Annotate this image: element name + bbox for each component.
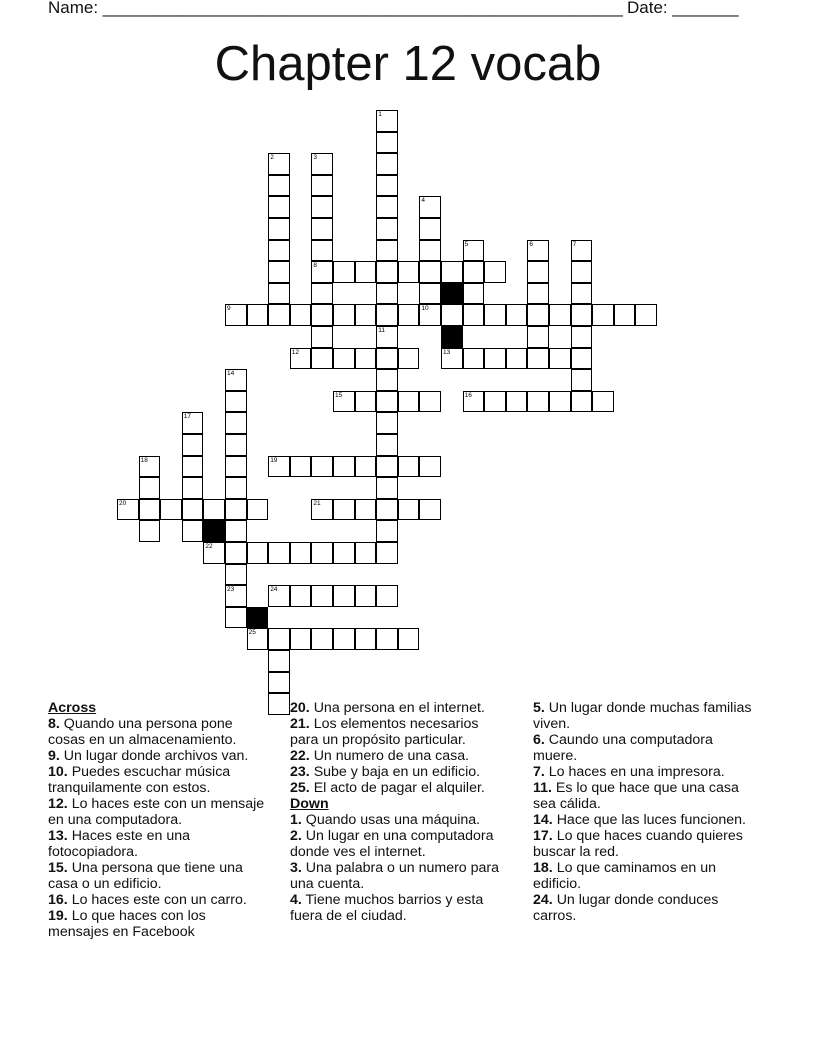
grid-cell[interactable]: [355, 348, 377, 370]
cell-number: 4: [421, 197, 426, 205]
cell-number: 10: [421, 305, 429, 313]
grid-cell[interactable]: [333, 304, 355, 326]
grid-cell[interactable]: [419, 304, 441, 326]
cell-number: 2: [270, 154, 274, 162]
grid-cell[interactable]: [355, 261, 377, 283]
cell-number: 17: [183, 413, 192, 421]
grid-cell[interactable]: [333, 585, 355, 607]
grid-cell[interactable]: [268, 283, 290, 305]
cell-number: 5: [464, 240, 469, 248]
grid-cell[interactable]: [355, 304, 377, 326]
clue-down-24: 24. Un lugar donde conduces carros.: [533, 892, 719, 924]
grid-cell[interactable]: [376, 456, 398, 478]
grid-cell[interactable]: [268, 196, 290, 218]
grid-cell[interactable]: [311, 628, 333, 650]
clue-down-11: 11. Es lo que hace que una casa sea cálida.: [533, 780, 739, 812]
clue-down-4: 4. Tiene muchos barrios y esta fuera de el ciudad.: [290, 892, 484, 924]
grid-cell[interactable]: [355, 456, 377, 478]
across-heading: Across: [48, 700, 97, 716]
grid-cell[interactable]: [398, 499, 420, 521]
grid-cell[interactable]: [268, 672, 290, 694]
grid-cell[interactable]: [376, 542, 398, 564]
grid-cell[interactable]: [419, 391, 441, 413]
cell-number: 25: [248, 629, 256, 637]
grid-cell[interactable]: [311, 542, 333, 564]
grid-cell[interactable]: [268, 628, 290, 650]
grid-cell[interactable]: [376, 499, 398, 521]
grid-cell[interactable]: [376, 240, 398, 262]
grid-cell[interactable]: [333, 348, 355, 370]
grid-cell[interactable]: [376, 520, 398, 542]
grid-cell[interactable]: [225, 434, 247, 456]
grid-cell[interactable]: [571, 240, 593, 262]
grid-cell[interactable]: [376, 369, 398, 391]
grid-cell[interactable]: [225, 304, 247, 326]
clue-down-14: 14. Hace que las luces funcionen.: [533, 812, 746, 828]
grid-cell[interactable]: [225, 456, 247, 478]
grid-cell[interactable]: [311, 283, 333, 305]
grid-block: [441, 326, 463, 348]
grid-cell[interactable]: [592, 304, 614, 326]
grid-cell[interactable]: [139, 477, 161, 499]
grid-cell[interactable]: [160, 499, 182, 521]
grid-cell[interactable]: [527, 283, 549, 305]
grid-cell[interactable]: [355, 628, 377, 650]
grid-cell[interactable]: [592, 391, 614, 413]
grid-cell[interactable]: [182, 412, 204, 434]
grid-cell[interactable]: [268, 585, 290, 607]
grid-cell[interactable]: [419, 456, 441, 478]
clue-down-17: 17. Lo que haces cuando quieres buscar la red.: [533, 828, 743, 860]
grid-cell[interactable]: [376, 110, 398, 132]
grid-cell[interactable]: [225, 520, 247, 542]
grid-cell[interactable]: [225, 564, 247, 586]
cell-number: 15: [335, 391, 343, 399]
clue-across-22: 22. Un numero de una casa.: [290, 748, 470, 764]
grid-cell[interactable]: [376, 628, 398, 650]
grid-cell[interactable]: [398, 304, 420, 326]
grid-cell[interactable]: [333, 499, 355, 521]
cell-number: 7: [572, 240, 577, 248]
cell-number: 21: [313, 499, 321, 507]
clue-down-2: 2. Un lugar en una computadora donde ves el internet.: [290, 828, 494, 860]
grid-cell[interactable]: [527, 304, 549, 326]
grid-cell[interactable]: [182, 456, 204, 478]
grid-cell[interactable]: [571, 391, 593, 413]
cell-number: 19: [270, 456, 278, 464]
grid-cell[interactable]: [376, 412, 398, 434]
cell-number: 14: [227, 370, 235, 378]
grid-cell[interactable]: [506, 391, 528, 413]
grid-cell[interactable]: [506, 304, 528, 326]
grid-cell[interactable]: [290, 304, 312, 326]
grid-cell[interactable]: [527, 261, 549, 283]
grid-cell[interactable]: [571, 304, 593, 326]
grid-cell[interactable]: [268, 304, 290, 326]
date-field[interactable]: Date: _______: [627, 0, 739, 17]
clues-column-2: [290, 700, 510, 924]
grid-cell[interactable]: [311, 218, 333, 240]
grid-cell[interactable]: [333, 391, 355, 413]
grid-cell[interactable]: [311, 585, 333, 607]
grid-cell[interactable]: [376, 477, 398, 499]
grid-cell[interactable]: [376, 196, 398, 218]
grid-cell[interactable]: [463, 391, 485, 413]
grid-cell[interactable]: [311, 456, 333, 478]
grid-cell[interactable]: [398, 348, 420, 370]
grid-cell[interactable]: [182, 499, 204, 521]
grid-cell[interactable]: [527, 326, 549, 348]
grid-cell[interactable]: [203, 499, 225, 521]
grid-cell[interactable]: [463, 348, 485, 370]
cell-number: 24: [270, 586, 278, 594]
grid-cell[interactable]: [268, 456, 290, 478]
grid-cell[interactable]: [419, 196, 441, 218]
clue-down-6: 6. Caundo una computadora muere.: [533, 732, 713, 764]
grid-cell[interactable]: [441, 348, 463, 370]
cell-number: 23: [227, 586, 235, 594]
grid-cell[interactable]: [419, 261, 441, 283]
grid-cell[interactable]: [247, 499, 269, 521]
clue-across-25: 25. El acto de pagar el alquiler.: [290, 780, 485, 796]
cell-number: 18: [140, 456, 148, 464]
clue-down-18: 18. Lo que caminamos en un edificio.: [533, 860, 717, 892]
grid-cell[interactable]: [247, 542, 269, 564]
grid-cell[interactable]: [225, 585, 247, 607]
grid-cell[interactable]: [311, 304, 333, 326]
grid-cell[interactable]: [376, 261, 398, 283]
grid-cell[interactable]: [376, 304, 398, 326]
cell-number: 8: [313, 262, 318, 270]
grid-cell[interactable]: [182, 434, 204, 456]
grid-cell[interactable]: [225, 499, 247, 521]
cell-number: 13: [443, 348, 451, 356]
grid-block: [247, 607, 269, 629]
grid-cell[interactable]: [549, 391, 571, 413]
clue-across-21: 21. Los elementos necesarios para un propósito particular.: [290, 716, 479, 748]
grid-cell[interactable]: [614, 304, 636, 326]
grid-cell[interactable]: [376, 391, 398, 413]
grid-cell[interactable]: [333, 456, 355, 478]
grid-cell[interactable]: [376, 348, 398, 370]
cell-number: 9: [227, 305, 231, 313]
grid-cell[interactable]: [268, 240, 290, 262]
grid-block: [441, 283, 463, 305]
grid-cell[interactable]: [484, 348, 506, 370]
grid-cell[interactable]: [376, 132, 398, 154]
grid-cell[interactable]: [398, 261, 420, 283]
clue-across-13: 13. Haces este en una fotocopiadora.: [48, 828, 190, 860]
grid-cell[interactable]: [333, 261, 355, 283]
grid-cell[interactable]: [268, 218, 290, 240]
grid-cell[interactable]: [311, 326, 333, 348]
grid-cell[interactable]: [376, 585, 398, 607]
grid-cell[interactable]: [311, 240, 333, 262]
grid-cell[interactable]: [376, 434, 398, 456]
grid-cell[interactable]: [376, 283, 398, 305]
grid-cell[interactable]: [376, 218, 398, 240]
grid-cell[interactable]: [506, 348, 528, 370]
cell-number: 16: [464, 391, 472, 399]
grid-cell[interactable]: [139, 499, 161, 521]
grid-cell[interactable]: [549, 348, 571, 370]
grid-cell[interactable]: [484, 304, 506, 326]
down-heading: Down: [290, 796, 329, 812]
clues-column-3: [533, 700, 758, 924]
grid-cell[interactable]: [355, 499, 377, 521]
clue-down-1: 1. Quando usas una máquina.: [290, 812, 481, 828]
grid-cell[interactable]: [527, 240, 549, 262]
grid-cell[interactable]: [376, 153, 398, 175]
grid-cell[interactable]: [463, 261, 485, 283]
grid-cell[interactable]: [441, 304, 463, 326]
grid-cell[interactable]: [225, 477, 247, 499]
cell-number: 20: [119, 499, 127, 507]
grid-cell[interactable]: [139, 520, 161, 542]
grid-cell[interactable]: [311, 175, 333, 197]
grid-cell[interactable]: [376, 175, 398, 197]
grid-cell[interactable]: [571, 283, 593, 305]
grid-cell[interactable]: [398, 628, 420, 650]
clue-across-12: 12. Lo haces este con un mensaje en una computadora.: [48, 796, 265, 828]
cell-number: 22: [205, 543, 213, 550]
clue-across-19: 19. Lo que haces con los mensajes en Facebook: [48, 908, 206, 940]
grid-cell[interactable]: [311, 196, 333, 218]
grid-cell[interactable]: [571, 261, 593, 283]
cell-number: 11: [378, 327, 385, 334]
grid-cell[interactable]: [333, 628, 355, 650]
page-title: Chapter 12 vocab: [214, 37, 602, 91]
cell-number: 1: [378, 111, 382, 118]
grid-cell[interactable]: [527, 391, 549, 413]
clue-across-23: 23. Sube y baja en un edificio.: [290, 764, 481, 780]
grid-cell[interactable]: [635, 304, 657, 326]
grid-cell[interactable]: [355, 542, 377, 564]
grid-cell[interactable]: [268, 261, 290, 283]
grid-cell[interactable]: [225, 391, 247, 413]
clue-down-5: 5. Un lugar donde muchas familias viven.: [533, 700, 752, 732]
grid-cell[interactable]: [225, 607, 247, 629]
name-field[interactable]: Name: _______________________________________________________: [48, 0, 623, 17]
grid-cell[interactable]: [549, 304, 571, 326]
cell-number: 12: [291, 348, 300, 356]
grid-cell[interactable]: [571, 348, 593, 370]
cell-number: 3: [313, 154, 318, 162]
grid-cell[interactable]: [419, 499, 441, 521]
grid-cell[interactable]: [290, 542, 312, 564]
grid-cell[interactable]: [376, 326, 398, 348]
grid-cell[interactable]: [268, 693, 290, 715]
grid-cell[interactable]: [290, 456, 312, 478]
grid-cell[interactable]: [268, 175, 290, 197]
grid-cell[interactable]: [419, 240, 441, 262]
grid-cell[interactable]: [268, 153, 290, 175]
grid-cell[interactable]: [419, 218, 441, 240]
grid-cell[interactable]: [398, 456, 420, 478]
grid-cell[interactable]: [247, 628, 269, 650]
clue-across-20: 20. Una persona en el internet.: [290, 700, 485, 716]
grid-cell[interactable]: [203, 542, 225, 564]
grid-cell[interactable]: [355, 391, 377, 413]
grid-cell[interactable]: [355, 585, 377, 607]
grid-cell[interactable]: [311, 348, 333, 370]
grid-cell[interactable]: [527, 348, 549, 370]
grid-cell[interactable]: [117, 499, 139, 521]
grid-cell[interactable]: [484, 391, 506, 413]
grid-cell[interactable]: [463, 240, 485, 262]
grid-cell[interactable]: [311, 261, 333, 283]
grid-cell[interactable]: [290, 348, 312, 370]
grid-cell[interactable]: [419, 283, 441, 305]
grid-cell[interactable]: [290, 585, 312, 607]
grid-cell[interactable]: [398, 391, 420, 413]
cell-number: 6: [529, 240, 534, 248]
grid-block: [203, 520, 225, 542]
grid-cell[interactable]: [268, 542, 290, 564]
clue-down-7: 7. Lo haces en una impresora.: [533, 764, 725, 780]
clue-down-3: 3. Una palabra o un numero para una cuenta.: [290, 860, 500, 892]
grid-cell[interactable]: [311, 153, 333, 175]
grid-cell[interactable]: [139, 456, 161, 478]
grid-cell[interactable]: [268, 650, 290, 672]
grid-cell[interactable]: [225, 412, 247, 434]
grid-cell[interactable]: [463, 283, 485, 305]
clue-across-8: 8. Quando una persona pone cosas en un almacenamiento.: [48, 716, 237, 748]
grid-cell[interactable]: [463, 304, 485, 326]
grid-cell[interactable]: [311, 499, 333, 521]
grid-cell[interactable]: [441, 261, 463, 283]
grid-cell[interactable]: [182, 520, 204, 542]
clues-column-1: [48, 700, 268, 940]
grid-cell[interactable]: [571, 369, 593, 391]
grid-cell[interactable]: [333, 542, 355, 564]
grid-cell[interactable]: [484, 261, 506, 283]
grid-cell[interactable]: [225, 542, 247, 564]
grid-cell[interactable]: [247, 304, 269, 326]
grid-cell[interactable]: [225, 369, 247, 391]
grid-cell[interactable]: [290, 628, 312, 650]
clue-across-10: 10. Puedes escuchar música tranquilamente con estos.: [48, 764, 231, 796]
grid-cell[interactable]: [571, 326, 593, 348]
clue-across-16: 16. Lo haces este con un carro.: [48, 892, 247, 908]
clue-across-9: 9. Un lugar donde archivos van.: [48, 748, 249, 764]
clue-across-15: 15. Una persona que tiene una casa o un edificio.: [48, 860, 243, 892]
grid-cell[interactable]: [182, 477, 204, 499]
